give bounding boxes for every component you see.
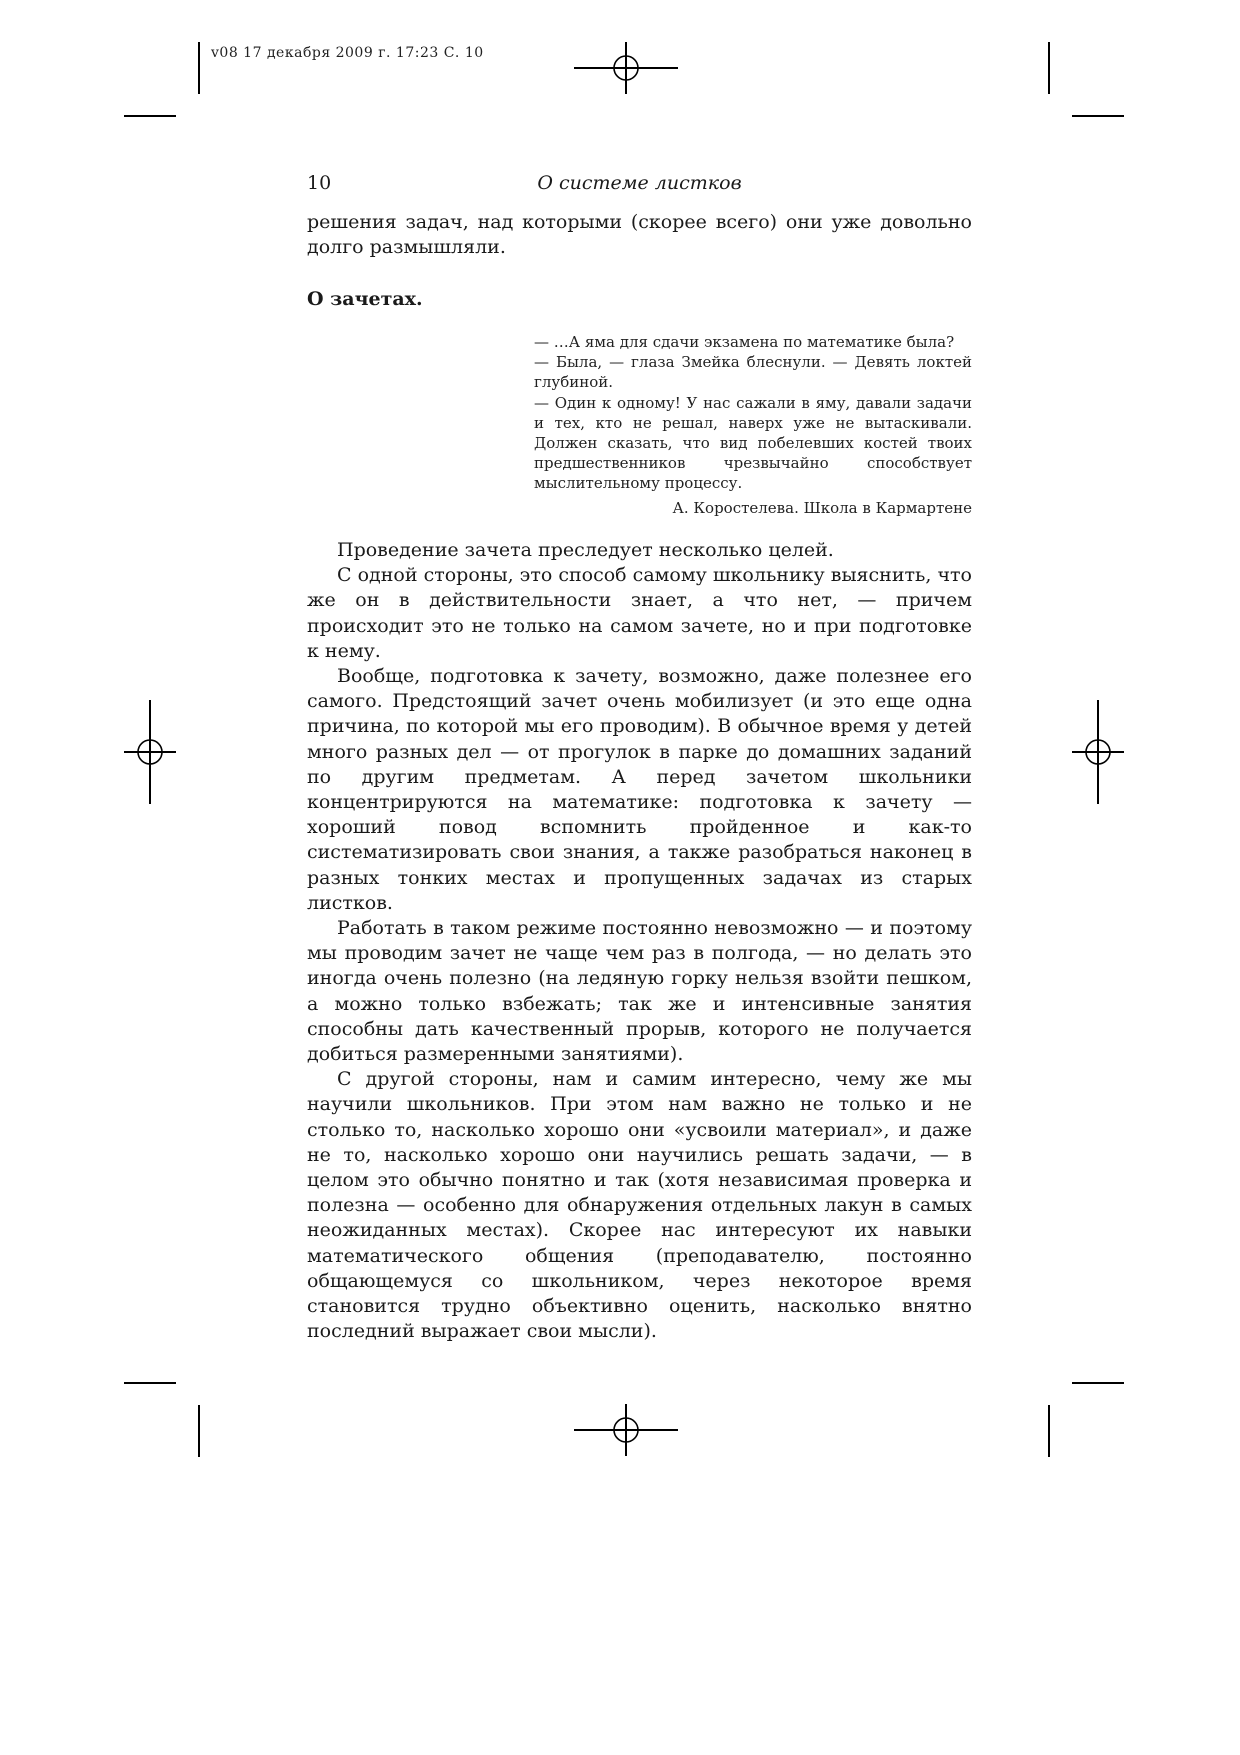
running-title: О системе листков — [537, 172, 742, 194]
main-text — [307, 538, 972, 1345]
paragraph: С другой стороны, нам и самим интересно, чему же мы научили школьников. При этом нам важно не только и не столько то, насколько хорошо они «усвоили материал», и даже не то, насколько хорошо они научились решать задачи, — в целом это обычно понятно и так (хотя независимая проверка и полезна — особенно для обнаружения отдельных лакун в самых неожиданных местах). Скорее нас интересуют их навыки математического общения (преподавателю, постоянно общающемуся со школьником, через некоторое время становится трудно объективно оценить, насколько внятно последний выражает свои мысли). — [307, 1068, 972, 1343]
crop-mark — [198, 42, 200, 94]
paragraph: С одной стороны, это способ самому школьнику выяснить, что же он в действительности знает, а что нет, — причем происходит это не только на самом зачете, но и при подготовке к нему. — [307, 564, 972, 662]
registration-mark-icon — [124, 700, 176, 804]
crop-mark — [198, 1405, 200, 1457]
crop-mark — [124, 115, 176, 117]
epigraph-line: — Была, — глаза Змейка блеснули. — Девять локтей глубиной. — [534, 353, 972, 392]
paragraph: Работать в таком режиме постоянно невозможно — и поэтому мы проводим зачет не чаще чем раз в полгода, — но делать это иногда очень полезно (на ледяную горку нельзя взойти пешком, а можно только взбежать; так же и интенсивные занятия способны дать качественный прорыв, которого не получается добиться размеренными занятиями). — [307, 917, 972, 1066]
paragraph: Проведение зачета преследует несколько целей. — [337, 539, 834, 561]
crop-mark — [1048, 1405, 1050, 1457]
registration-mark-icon — [574, 1404, 678, 1456]
registration-mark-icon — [1072, 700, 1124, 804]
crop-mark — [124, 1382, 176, 1384]
crop-mark — [1048, 42, 1050, 94]
lead-paragraph — [307, 210, 972, 260]
epigraph-line: — Один к одному! У нас сажали в яму, давали задачи и тех, кто не решал, наверх уже не вытаскивали. Должен сказать, что вид побелевших костей твоих предшественников чрезвычайно способствует мыслительному процессу. — [534, 393, 972, 493]
paragraph: Вообще, подготовка к зачету, возможно, даже полезнее его самого. Предстоящий зачет очень мобилизует (и это еще одна причина, по которой мы его проводим). В обычное время у детей много разных дел — от прогулок в парке до домашних заданий по другим предметам. А перед зачетом школьники концентрируются на математике: подготовка к зачету — хороший повод вспомнить пройденное и как-то систематизировать свои знания, а также разобраться наконец в разных тонких местах и пропущенных задачах из старых листков. — [307, 665, 972, 914]
crop-mark — [1072, 1382, 1124, 1384]
section-heading: О зачетах. — [307, 288, 423, 310]
lead-text: решения задач, над которыми (скорее всего) они уже довольно долго размышляли. — [307, 211, 972, 259]
print-slug: v08 17 декабря 2009 г. 17:23 С. 10 — [211, 45, 484, 61]
running-head — [307, 172, 972, 198]
epigraph — [534, 332, 972, 518]
epigraph-line: — …А яма для сдачи экзамена по математике была? — [534, 333, 955, 351]
epigraph-source: А. Коростелева. Школа в Кармартене — [672, 498, 972, 517]
crop-mark — [1072, 115, 1124, 117]
page-number: 10 — [307, 172, 332, 194]
registration-mark-icon — [574, 42, 678, 94]
